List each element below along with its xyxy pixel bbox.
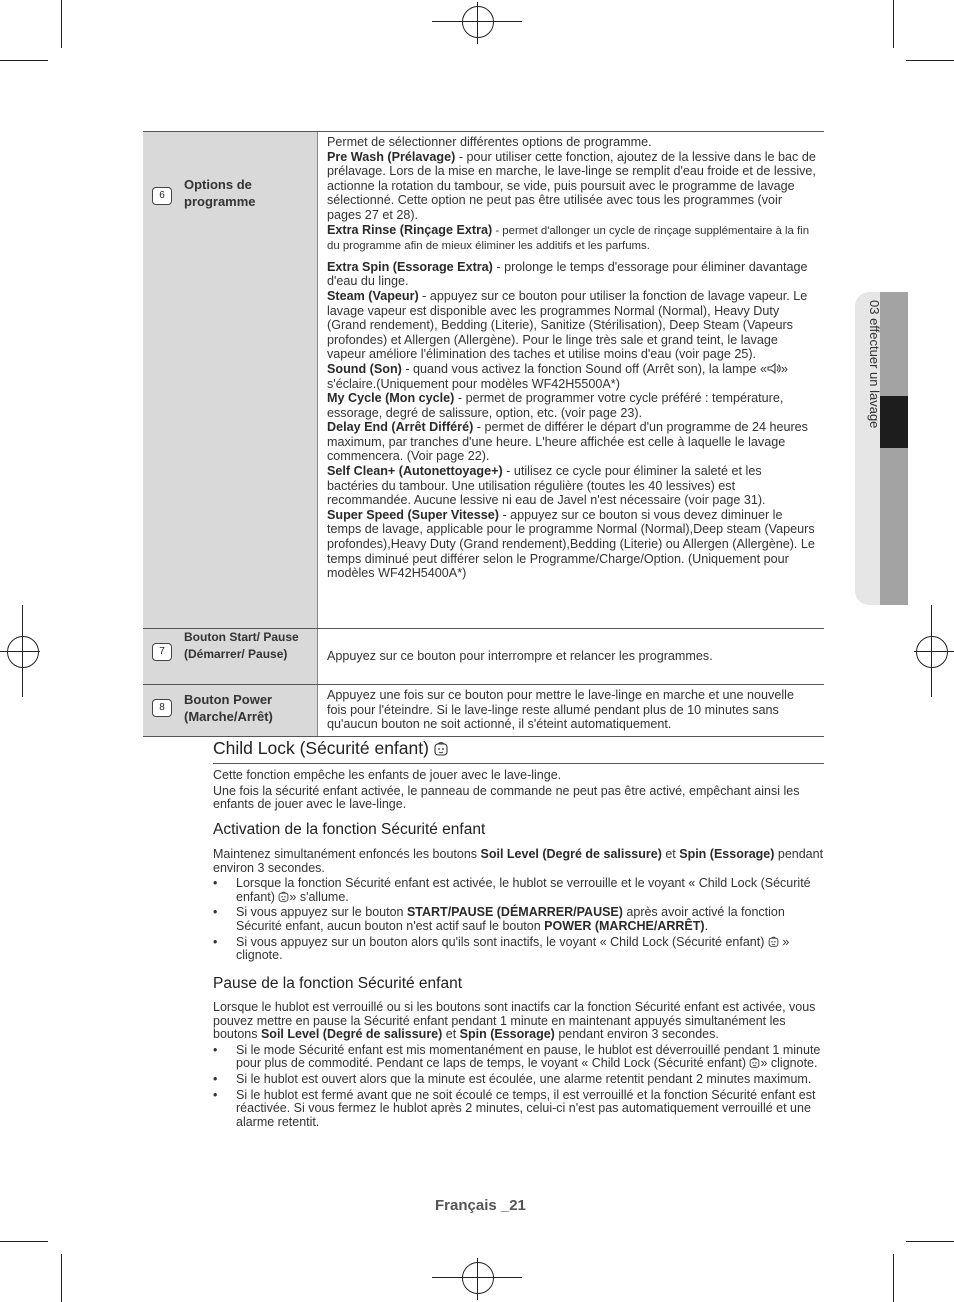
pause-heading: Pause de la fonction Sécurité enfant	[213, 975, 463, 992]
list-item: • Si vous appuyez sur un bouton alors qu'ils sont inactifs, le voyant « Child Lock (Sécurité enfant) » clignote.	[213, 936, 828, 963]
list-item: • Si vous appuyez sur le bouton START/PAUSE (DÉMARRER/PAUSE) après avoir activé la fonction Sécurité enfant, aucun bouton n'est actif sauf le bouton POWER (MARCHE/ARRÊT).	[213, 906, 828, 933]
chapter-tab-label: 03 effectuer un lavage	[867, 300, 882, 429]
row-number: 8	[152, 699, 172, 717]
pause-text: Lorsque le hublot est verrouillé ou si les boutons sont inactifs car la fonction Sécurité enfant est activée, vous pouvez mettre en pause la Sécurité enfant pendant 1 minute en maintenant appuyés simultanément les boutons Soil Level (Degré de salissure) et Spin (Essorage) pendant environ 3 secondes. • Si le mode Sécurité enfant est mis momentanément en pause, le hublot est déverrouillé pendant 1 minute pour plus de commodité. Pendant ce laps de temps, le voyant « Child Lock (Sécurité enfant) » clignote. • Si le hublot est ouvert alors que la minute est écoulée, une alarme retentit pendant 2 minutes maximum. • Si le hublot est fermé avant que ne soit écoulé ce temps, il est verrouillé et la fonction Sécurité enfant est réactivée. Si vous fermez le hublot après 2 minutes, celui-ci n'est pas automatiquement verrouillé et une alarme retentit.	[213, 1001, 828, 1129]
child-lock-icon	[768, 936, 779, 947]
child-lock-icon	[434, 741, 448, 756]
table-row	[143, 132, 824, 629]
row-label: Bouton Start/ Pause (Démarrer/ Pause)	[184, 630, 299, 661]
intro-paragraph: Cette fonction empêche les enfants de jouer avec le lave-linge. Une fois la sécurité enfant activée, le panneau de commande ne peut pas être activé, empêchant ainsi les enfants de jouer avec le lave-linge.	[213, 768, 800, 812]
speaker-icon	[767, 363, 781, 374]
child-lock-icon	[749, 1057, 760, 1068]
row-number: 6	[152, 187, 172, 205]
table-row	[143, 629, 824, 685]
row-label: Bouton Power (Marche/Arrêt)	[184, 692, 273, 724]
options-table	[143, 131, 824, 737]
row-description: Appuyez sur ce bouton pour interrompre et relancer les programmes.	[318, 629, 825, 685]
list-item: • Si le mode Sécurité enfant est mis momentanément en pause, le hublot est déverrouillé pendant 1 minute pour plus de commodité. Pendant ce laps de temps, le voyant « Child Lock (Sécurité enfant) » clignote.	[213, 1044, 828, 1071]
list-item: • Lorsque la fonction Sécurité enfant est activée, le hublot se verrouille et le voyant « Child Lock (Sécurité enfant) » s'allume.	[213, 877, 828, 904]
child-lock-icon	[278, 891, 289, 902]
activation-heading: Activation de la fonction Sécurité enfant	[213, 821, 486, 838]
row-number: 7	[152, 643, 172, 661]
list-item: • Si le hublot est fermé avant que ne soit écoulé ce temps, il est verrouillé et la fonction Sécurité enfant est réactivée. Si vous fermez le hublot après 2 minutes, celui-ci n'est pas automatiquement verrouillé et une alarme retentit.	[213, 1089, 828, 1130]
row-label: Options de programme	[184, 177, 256, 209]
section-title: Child Lock (Sécurité enfant)	[213, 738, 448, 759]
list-item: • Si le hublot est ouvert alors que la minute est écoulée, une alarme retentit pendant 2 minutes maximum.	[213, 1073, 828, 1087]
page-number: Français _21	[435, 1197, 526, 1214]
row-description: Permet de sélectionner différentes options de programme. Pre Wash (Prélavage) - pour utiliser cette fonction, ajoutez de la lessive dans le bac de prélavage. Lors de la mise en marche, le lave-linge se remplit d'eau froide et de lessive, actionne la rotation du tambour, se vide, puis poursuit avec le programme de lavage sélectionné. Cette option ne peut pas être utilisée avec tous les programmes (voir pages 27 et 28). Extra Rinse (Rinçage Extra) - permet d'allonger un cycle de rinçage supplémentaire à la fin du programme afin de mieux éliminer les additifs et les parfums. Extra Spin (Essorage Extra) - prolonge le temps d'essorage pour éliminer davantage d'eau du linge. Steam (Vapeur) - appuyez sur ce bouton pour utiliser la fonction de lavage vapeur. Le lavage vapeur est disponible avec les programmes Normal (Normal), Heavy Duty (Grand rendement), Bedding (Literie), Sanitize (Stérilisation), Deep Steam (Vapeurs profondes) et Allergen (Allergène). Pour le linge très sale et grand teint, le lavage vapeur améliore l'élimination des taches et utilise moins d'eau (voir page 25). Sound (Son) - quand vous activez la fonction Sound off (Arrêt son), la lampe « » s'éclaire.(Uniquement pour modèles WF42H5500A*) My Cycle (Mon cycle) - permet de programmer votre cycle préféré : température, essorage, degré de salissure, option, etc. (voir page 23). Delay End (Arrêt Différé) - permet de différer le départ d'un programme de 24 heures maximum, par tranches d'une heure. L'heure affichée est celle à laquelle le lavage commencera. (Voir page 22). Self Clean+ (Autonettoyage+) - utilisez ce cycle pour éliminer la saleté et les bactéries du tambour. Une utilisation régulière (toutes les 40 lessives) est recommandée. Aucune lessive ni eau de Javel n'est nécessaire (voir page 31). Super Speed (Super Vitesse) - appuyez sur ce bouton si vous devez diminuer le temps de lavage, applicable pour le programme Normal (Normal),Deep steam (Vapeurs profondes),Heavy Duty (Grand rendement),Bedding (Literie) ou Allergen (Allergène). Le temps diminué peut différer selon le Programme/Charge/Option. (Uniquement pour modèles WF42H5400A*)	[318, 132, 825, 629]
section-divider	[213, 763, 824, 764]
table-row	[143, 685, 824, 737]
activation-text: Maintenez simultanément enfoncés les boutons Soil Level (Degré de salissure) et Spin (Essorage) pendant environ 3 secondes. • Lorsque la fonction Sécurité enfant est activée, le hublot se verrouille et le voyant « Child Lock (Sécurité enfant) » s'allume. • Si vous appuyez sur le bouton START/PAUSE (DÉMARRER/PAUSE) après avoir activé la fonction Sécurité enfant, aucun bouton n'est actif sauf le bouton POWER (MARCHE/ARRÊT). • Si vous appuyez sur un bouton alors qu'ils sont inactifs, le voyant « Child Lock (Sécurité enfant) » clignote.	[213, 848, 828, 963]
row-description: Appuyez une fois sur ce bouton pour mettre le lave-linge en marche et une nouvelle fois pour l'éteindre. Si le lave-linge reste allumé pendant plus de 10 minutes sans qu'aucun bouton ne soit actionné, il s'éteint automatiquement.	[318, 685, 825, 737]
